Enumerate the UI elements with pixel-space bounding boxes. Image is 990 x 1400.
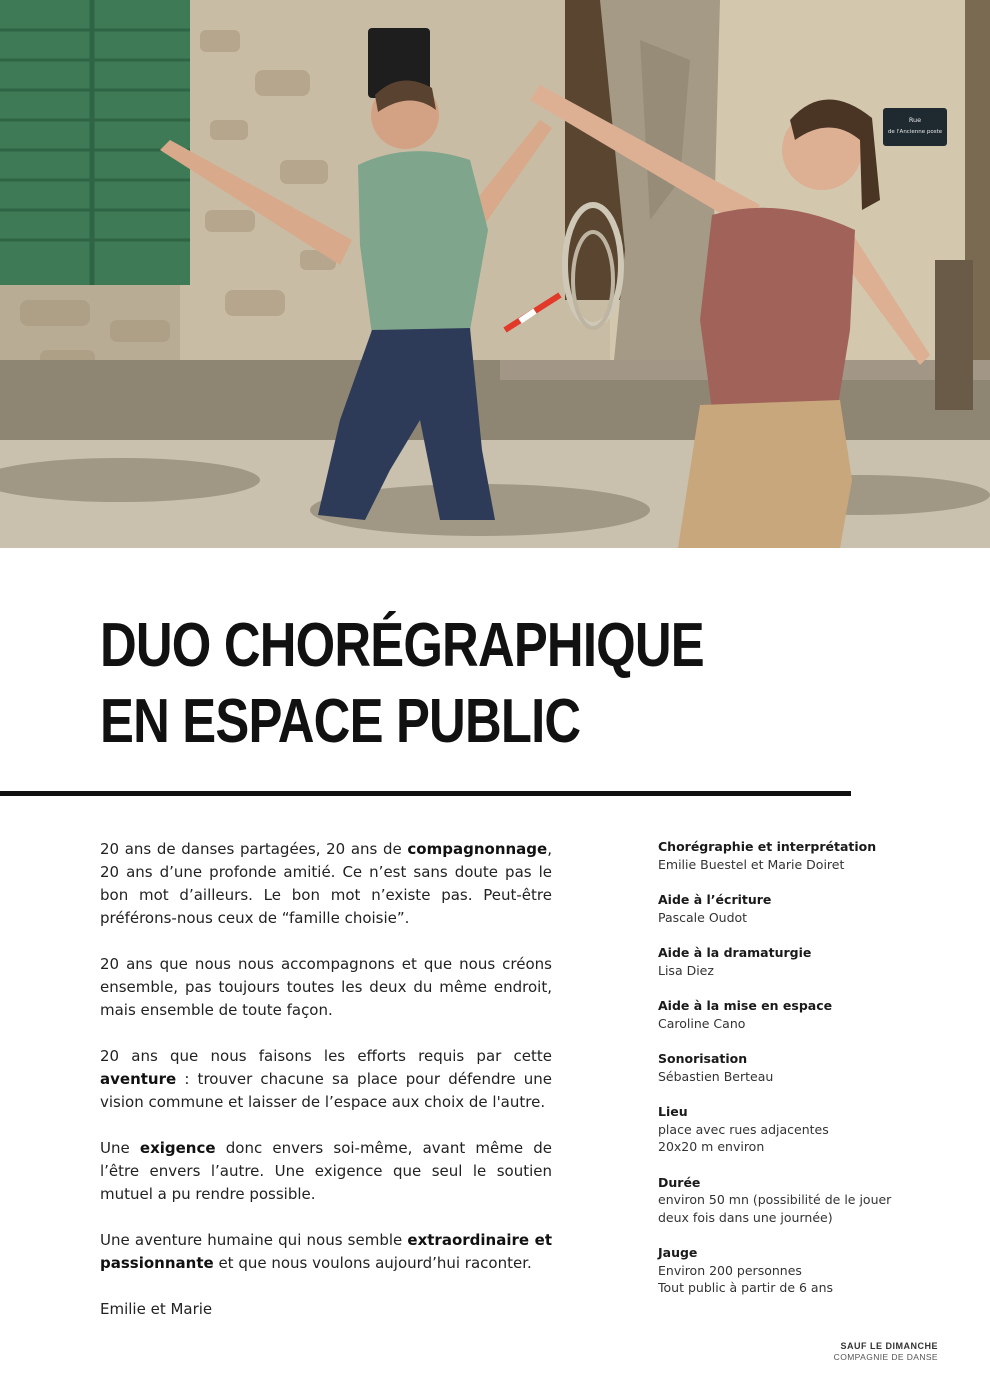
title-divider [0, 791, 851, 796]
street-sign-line1: Rue [908, 116, 922, 124]
credit-dramaturgy: Aide à la dramaturgie Lisa Diez [658, 945, 812, 978]
paragraph-5: Une aventure humaine qui nous semble extraordinaire et passionnante et que nous voulons aujourd’hui raconter. [100, 1231, 552, 1272]
page-title [100, 608, 723, 760]
paragraph-2: 20 ans que nous nous accompagnons et que nous créons ensemble, pas toujours toutes les deux du même endroit, mais ensemble de toute façon. [100, 955, 552, 1019]
title-line-1: DUO CHORÉGRAPHIQUE [100, 611, 704, 680]
company-logo [834, 1341, 938, 1362]
credit-staging: Aide à la mise en espace Caroline Cano [658, 998, 833, 1031]
credits-list [658, 838, 918, 1315]
street-sign-line2: de l'Ancienne poste [887, 129, 943, 135]
company-name: SAUF LE DIMANCHE [840, 1341, 938, 1351]
paragraph-4: Une exigence donc envers soi-même, avant même de l’être envers l’autre. Une exigence que seul le soutien mutuel a pu rendre possible. [100, 1139, 553, 1203]
signature: Emilie et Marie [100, 1300, 213, 1318]
title-line-2: EN ESPACE PUBLIC [100, 687, 581, 756]
credit-choreography: Chorégraphie et interprétation Emilie Buestel et Marie Doiret [658, 839, 877, 872]
credit-sound: Sonorisation Sébastien Berteau [658, 1051, 774, 1084]
company-subtitle: COMPAGNIE DE DANSE [833, 1352, 938, 1362]
intro-text [100, 838, 552, 1344]
paragraph-1: 20 ans de danses partagées, 20 ans de compagnonnage, 20 ans d’une profonde amitié. Ce n’est sans doute pas le bon mot d’ailleurs. Le bon mot n’existe pas. Peut-être préférons-nous ceux de “famille choisie”. [100, 840, 552, 927]
credit-duration: Durée environ 50 mn (possibilité de le jouer deux fois dans une journée) [658, 1174, 892, 1225]
paragraph-3: 20 ans que nous faisons les efforts requis par cette aventure : trouver chacune sa place pour défendre une vision commune et laisser de l’espace aux choix de l'autre. [100, 1047, 552, 1111]
credit-capacity: Jauge Environ 200 personnes Tout public à partir de 6 ans [658, 1245, 834, 1295]
credit-writing: Aide à l’écriture Pascale Oudot [658, 892, 772, 925]
credit-venue: Lieu place avec rues adjacentes 20x20 m environ [658, 1104, 829, 1154]
hero-photo [0, 0, 990, 548]
